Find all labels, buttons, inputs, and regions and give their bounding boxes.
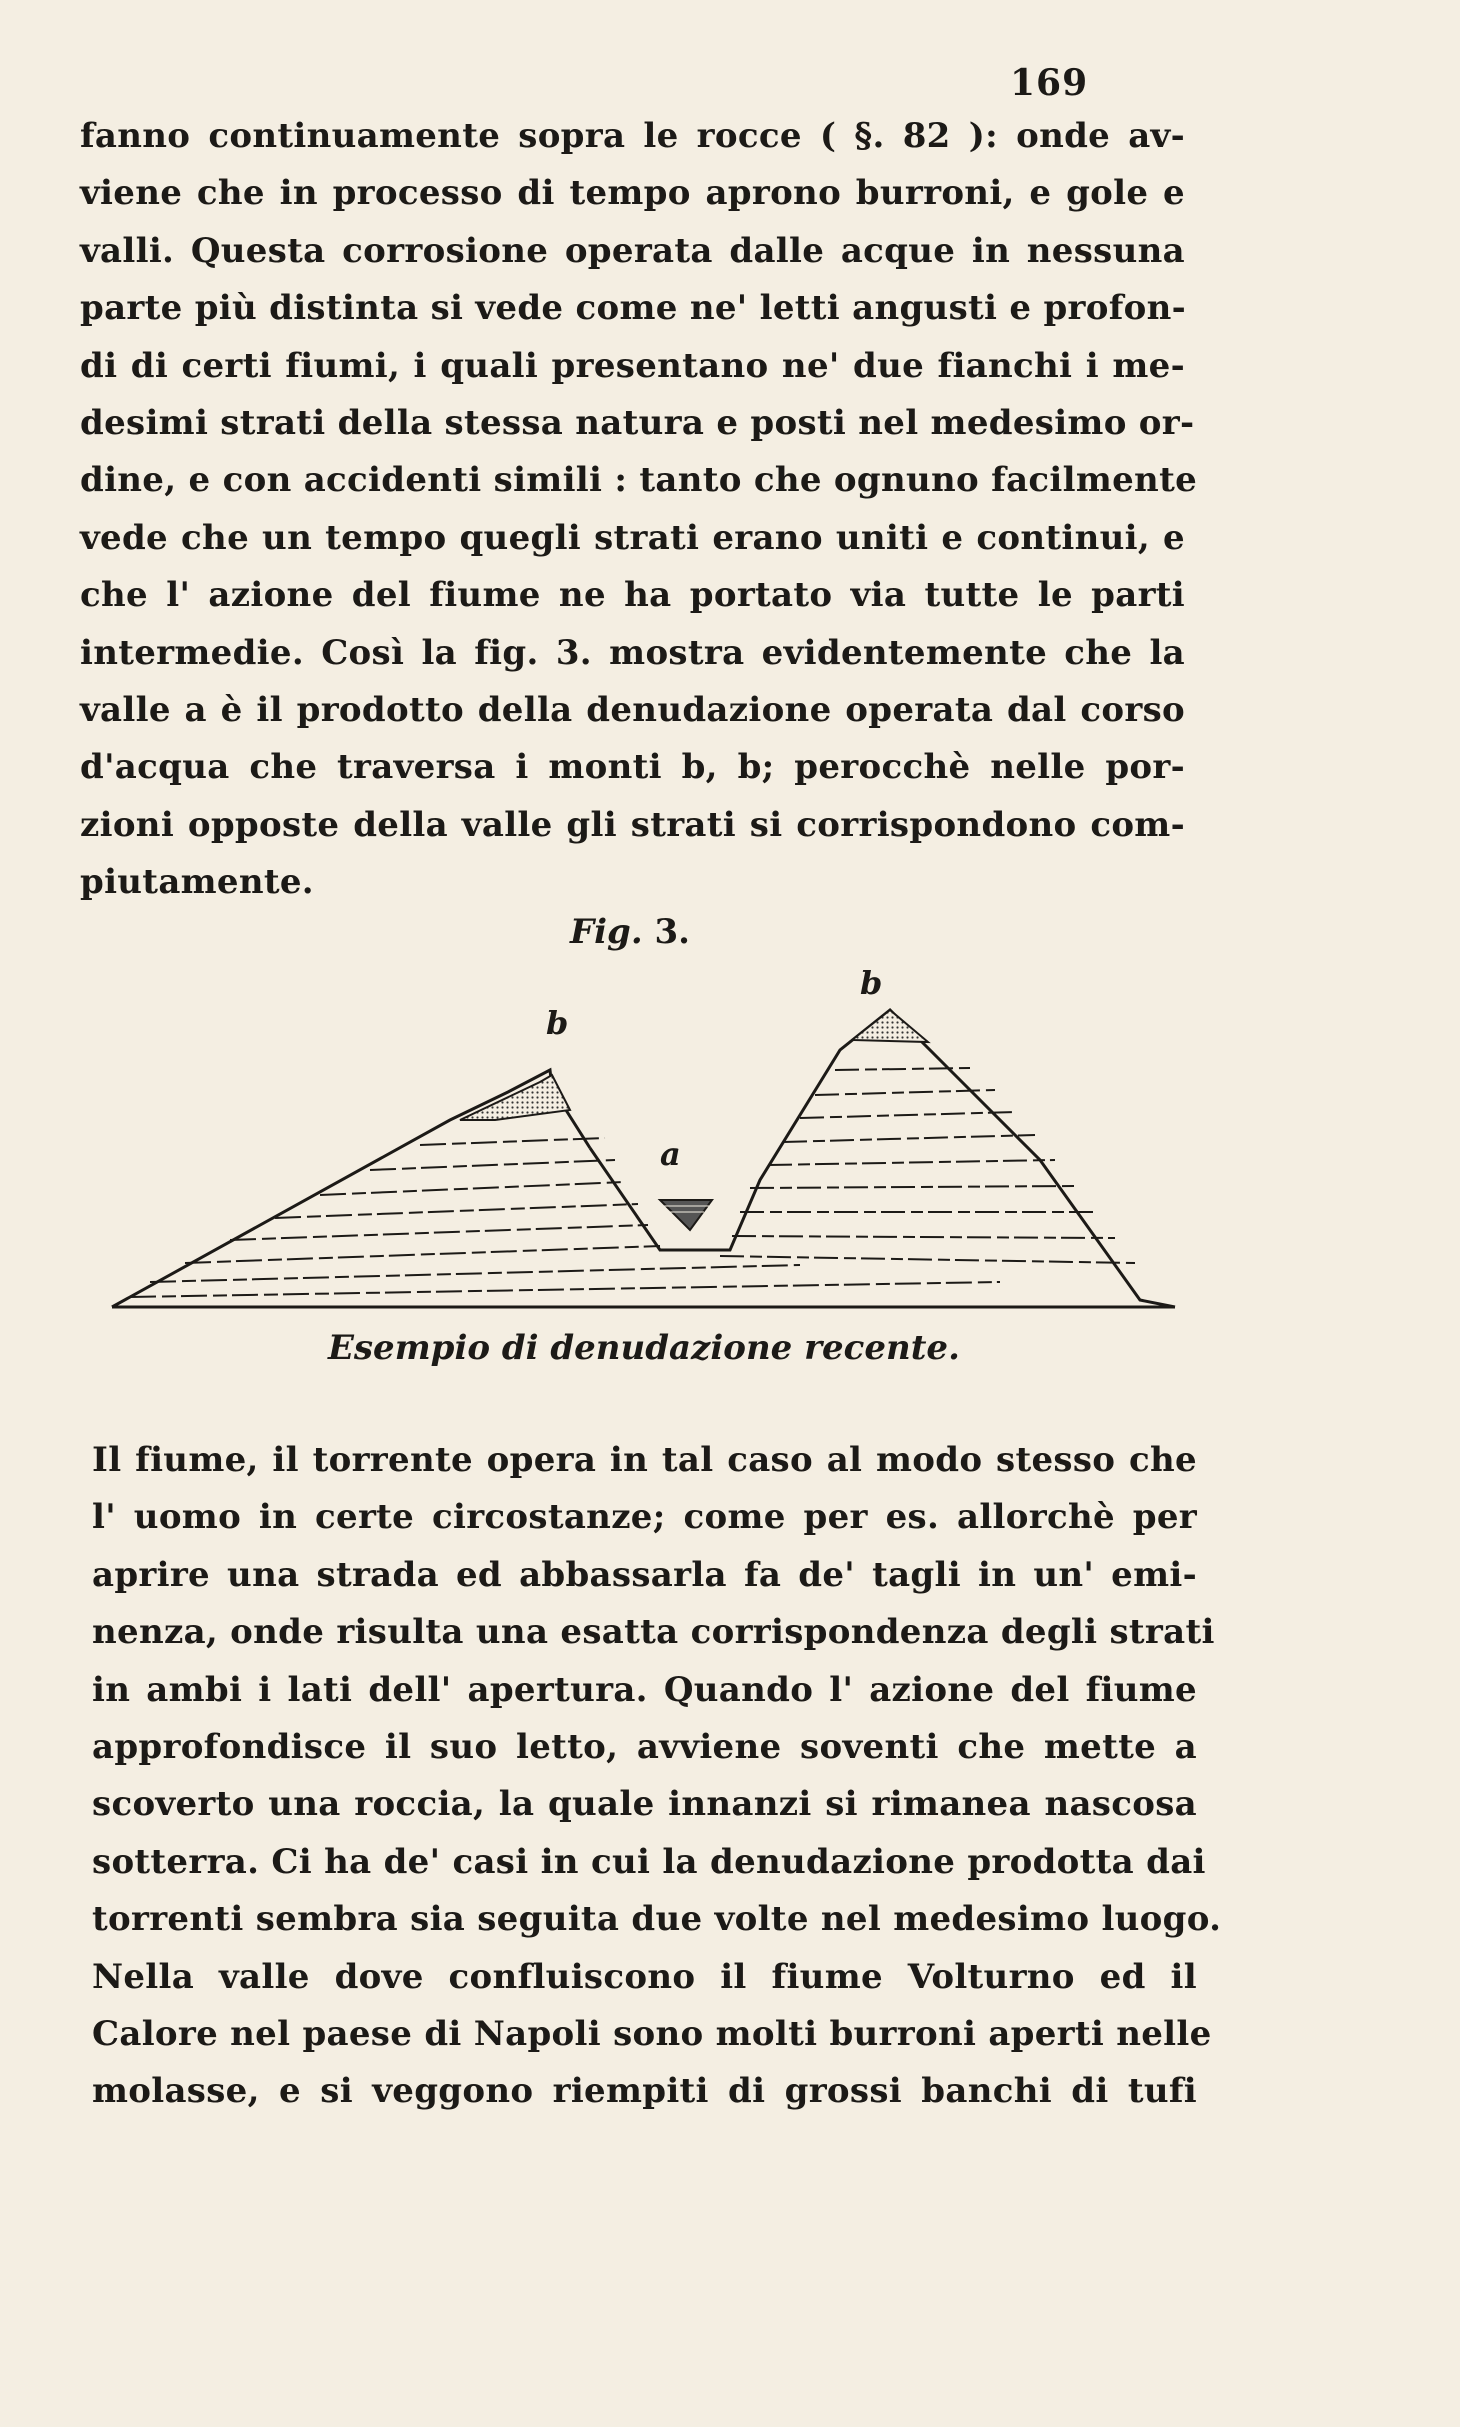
text-line: l' uomo in certe circostanze; come per es. allorchè per bbox=[92, 1497, 1197, 1538]
valley-denudation-diagram bbox=[100, 960, 1200, 1320]
paragraph-1 bbox=[80, 108, 1198, 911]
text-line: valli. Questa corrosione operata dalle acque in nessuna bbox=[80, 230, 1185, 271]
text-line: parte più distinta si vede come ne' letti angusti e profon- bbox=[80, 288, 1187, 329]
text-line: in ambi i lati dell' apertura. Quando l' azione del fiume bbox=[92, 1669, 1197, 1710]
text-line: d'acqua che traversa i monti b, b; perocchè nelle por- bbox=[80, 747, 1185, 788]
figure-caption: Esempio di denudazione recente. bbox=[328, 1328, 960, 1368]
text-line: aprire una strada ed abbassarla fa de' tagli in un' emi- bbox=[92, 1554, 1197, 1595]
text-line: nenza, onde risulta una esatta corrispondenza degli strati bbox=[92, 1612, 1215, 1653]
strata-left bbox=[130, 1138, 1000, 1297]
river-water bbox=[660, 1200, 712, 1230]
left-summit-cap bbox=[460, 1075, 570, 1120]
right-summit-cap bbox=[852, 1010, 928, 1042]
figure-label-number: 3. bbox=[654, 912, 691, 952]
text-line: zioni opposte della valle gli strati si corrispondono com- bbox=[80, 804, 1185, 845]
text-line: torrenti sembra sia seguita due volte nel medesimo luogo. bbox=[92, 1899, 1222, 1940]
page-number: 169 bbox=[1010, 62, 1089, 104]
figure-label-fig: Fig. bbox=[570, 912, 643, 952]
paragraph-2 bbox=[92, 1432, 1222, 2121]
text-line: approfondisce il suo letto, avviene soventi che mette a bbox=[92, 1726, 1197, 1767]
text-line: desimi strati della stessa natura e posti nel medesimo or- bbox=[80, 402, 1195, 443]
text-line: intermedie. Così la fig. 3. mostra evidentemente che la bbox=[80, 632, 1185, 673]
text-line: di di certi fiumi, i quali presentano ne' due fianchi i me- bbox=[80, 345, 1185, 386]
label-b-left: b bbox=[546, 1004, 569, 1042]
figure-label bbox=[570, 912, 690, 952]
hills-outline bbox=[112, 1010, 1175, 1307]
text-line: Nella valle dove confluiscono il fiume Volturno ed il bbox=[92, 1956, 1197, 1997]
label-a: a bbox=[660, 1135, 681, 1173]
text-line: Il fiume, il torrente opera in tal caso al modo stesso che bbox=[92, 1440, 1197, 1480]
figure-3-illustration bbox=[100, 960, 1200, 1320]
text-line: sotterra. Ci ha de' casi in cui la denudazione prodotta dai bbox=[92, 1841, 1206, 1882]
strata-right bbox=[720, 1068, 1135, 1263]
text-line: piutamente. bbox=[80, 862, 314, 903]
text-line: vede che un tempo quegli strati erano uniti e continui, e bbox=[80, 517, 1185, 558]
text-line: dine, e con accidenti simili : tanto che ognuno facilmente bbox=[80, 460, 1198, 501]
text-line: scoverto una roccia, la quale innanzi si rimanea nascosa bbox=[92, 1784, 1197, 1825]
text-line: viene che in processo di tempo aprono burroni, e gole e bbox=[80, 173, 1185, 214]
text-line: che l' azione del fiume ne ha portato via tutte le parti bbox=[80, 575, 1185, 616]
text-line: molasse, e si veggono riempiti di grossi banchi di tufi bbox=[92, 2071, 1197, 2112]
text-line: fanno continuamente sopra le rocce ( §. 82 ): onde av- bbox=[80, 116, 1185, 156]
text-line: valle a è il prodotto della denudazione operata dal corso bbox=[80, 689, 1185, 730]
text-line: Calore nel paese di Napoli sono molti burroni aperti nelle bbox=[92, 2013, 1212, 2054]
label-b-right: b bbox=[860, 964, 883, 1002]
